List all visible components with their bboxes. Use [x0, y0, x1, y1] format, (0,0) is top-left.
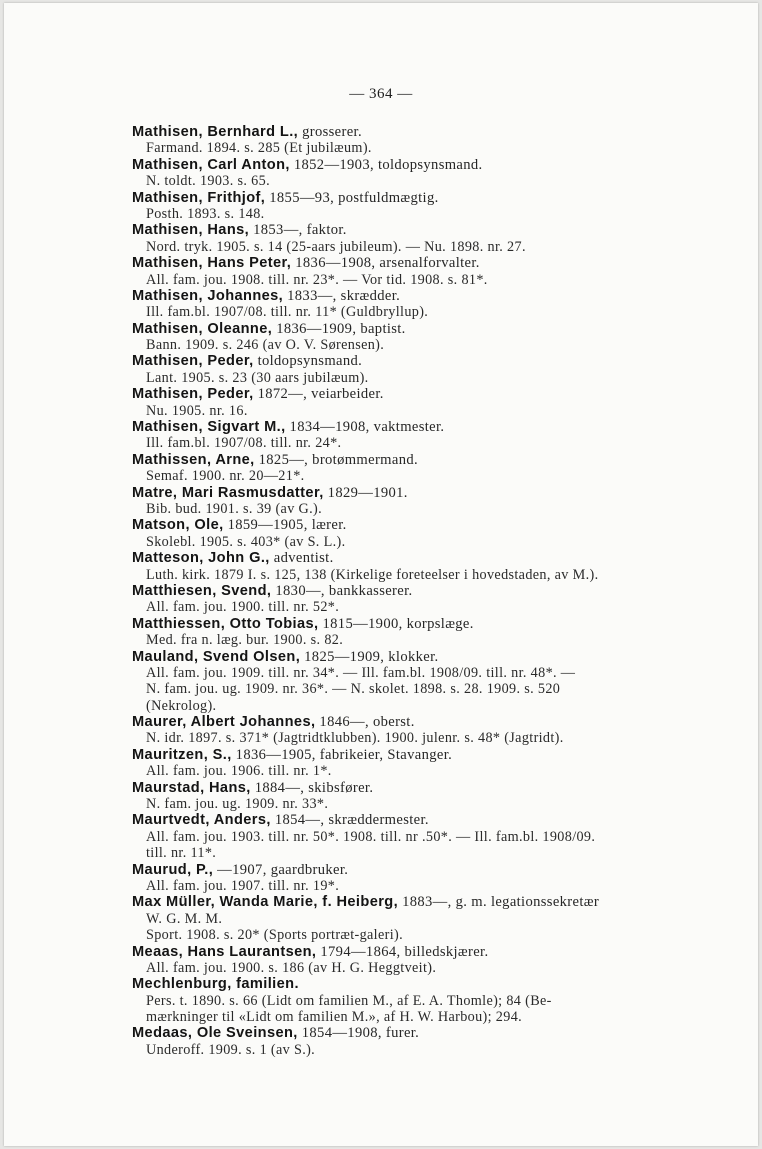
entry-description: toldopsynsmand. — [253, 353, 363, 370]
entry-reference: All. fam. jou. 1900. till. nr. 52*. — [146, 599, 340, 616]
entry — [132, 1025, 712, 1058]
entry-name: Mathisen, Sigvart M., — [132, 419, 286, 436]
entry-description: 1852—1903, toldopsynsmand. — [289, 156, 483, 173]
entry-list — [132, 124, 712, 1058]
entry-description: 1846—, oberst. — [315, 714, 415, 731]
entry — [132, 976, 712, 1025]
entry — [132, 780, 712, 813]
entry-description: 1825—1909, klokker. — [300, 648, 439, 665]
entry-description: 1836—1908, arsenalforvalter. — [291, 255, 480, 272]
entry — [132, 812, 712, 861]
entry — [132, 485, 712, 518]
entry — [132, 386, 712, 419]
entry-heading — [132, 944, 712, 960]
entry-name: Matre, Mari Rasmusdatter, — [132, 484, 324, 501]
entry-reference: (Nekrolog). — [146, 697, 217, 714]
entry — [132, 583, 712, 616]
entry-reference: Posth. 1893. s. 148. — [146, 205, 265, 222]
entry-name: Meaas, Hans Laurantsen, — [132, 943, 317, 960]
entry-description: 1854—1908, furer. — [297, 1025, 420, 1042]
entry-reference: Med. fra n. læg. bur. 1900. s. 82. — [146, 632, 344, 649]
entry-name: Mathisen, Hans Peter, — [132, 255, 292, 272]
entry-name: Mathisen, Johannes, — [132, 287, 284, 304]
entry-description: 1833—, skrædder. — [283, 287, 401, 304]
entry-description: 1834—1908, vaktmester. — [285, 419, 445, 436]
entry — [132, 944, 712, 977]
entry-name: Mauritzen, S., — [132, 746, 232, 763]
entry — [132, 190, 712, 223]
entry-heading — [132, 1025, 712, 1041]
entry-heading — [132, 649, 712, 665]
entry-heading — [132, 353, 712, 369]
entry — [132, 862, 712, 895]
entry-description: 1829—1901. — [323, 484, 408, 501]
entry-heading — [132, 780, 712, 796]
entry-description: 1884—, skibsfører. — [250, 779, 374, 796]
entry-description: 1872—, veiarbeider. — [253, 386, 384, 403]
entry-heading — [132, 976, 712, 992]
entry-reference: W. G. M. M. — [146, 910, 223, 927]
entry — [132, 452, 712, 485]
entry-description: 1830—, bankkasserer. — [271, 582, 413, 599]
entry-reference: Semaf. 1900. nr. 20—21*. — [146, 468, 305, 485]
entry — [132, 288, 712, 321]
entry-name: Maurstad, Hans, — [132, 779, 251, 796]
entry-name: Mathisen, Carl Anton, — [132, 156, 290, 173]
entry-heading — [132, 583, 712, 599]
entry-heading — [132, 255, 712, 271]
entry-reference: Underoff. 1909. s. 1 (av S.). — [146, 1041, 316, 1058]
entry-reference: Bann. 1909. s. 246 (av O. V. Sørensen). — [146, 337, 385, 354]
entry-name: Mathisen, Hans, — [132, 222, 250, 239]
entry — [132, 157, 712, 190]
entry-reference: N. fam. jou. ug. 1909. nr. 33*. — [146, 796, 329, 813]
entry-name: Maurud, P., — [132, 861, 214, 878]
entry-name: Mathisen, Peder, — [132, 353, 254, 370]
entry-reference: All. fam. jou. 1903. till. nr. 50*. 1908. till. nr .50*. — Ill. fam.bl. 1908/09. — [146, 828, 596, 845]
entry-heading — [132, 550, 712, 566]
entry-reference: N. fam. jou. ug. 1909. nr. 36*. — N. skolet. 1898. s. 28. 1909. s. 520 — [146, 681, 561, 698]
entry-reference: All. fam. jou. 1907. till. nr. 19*. — [146, 877, 340, 894]
entry-name: Matthiessen, Otto Tobias, — [132, 615, 319, 632]
entry-heading — [132, 288, 712, 304]
entry-description: 1836—1905, fabrikeier, Stavanger. — [231, 746, 453, 763]
entry-heading — [132, 616, 712, 632]
entry-reference: Sport. 1908. s. 20* (Sports portræt-galeri). — [146, 927, 403, 944]
entry-heading — [132, 321, 712, 337]
entry-description: adventist. — [269, 550, 334, 567]
entry-reference: All. fam. jou. 1909. till. nr. 34*. — Ill. fam.bl. 1908/09. till. nr. 48*. — — [146, 664, 576, 681]
entry-reference: Bib. bud. 1901. s. 39 (av G.). — [146, 500, 323, 517]
entry-heading — [132, 386, 712, 402]
entry-description: 1794—1864, billedskjærer. — [316, 943, 489, 960]
entry-heading — [132, 222, 712, 238]
entry-description: 1853—, faktor. — [249, 222, 347, 239]
entry-reference: All. fam. jou. 1900. s. 186 (av H. G. Heggtveit). — [146, 959, 437, 976]
entry-description: 1883—, g. m. legationssekretær — [398, 894, 600, 911]
entry — [132, 255, 712, 288]
entry-heading — [132, 747, 712, 763]
entry-reference: Ill. fam.bl. 1907/08. till. nr. 24*. — [146, 435, 342, 452]
entry-name: Medaas, Ole Sveinsen, — [132, 1025, 298, 1042]
page-number: — 364 — — [349, 86, 413, 102]
entry-description: 1855—93, postfuldmægtig. — [265, 189, 439, 206]
entry-heading — [132, 419, 712, 435]
entry-reference: Ill. fam.bl. 1907/08. till. nr. 11* (Guldbryllup). — [146, 304, 429, 321]
entry-name: Maurer, Albert Johannes, — [132, 714, 316, 731]
entry-reference: till. nr. 11*. — [146, 845, 217, 862]
page — [4, 3, 758, 1146]
entry-name: Mathisen, Peder, — [132, 386, 254, 403]
entry-heading — [132, 485, 712, 501]
entry-reference: Farmand. 1894. s. 285 (Et jubilæum). — [146, 140, 372, 157]
entry-description: 1859—1905, lærer. — [223, 517, 347, 534]
entry-heading — [132, 124, 712, 140]
entry-name: Mathisen, Frithjof, — [132, 189, 266, 206]
entry-reference: Luth. kirk. 1879 I. s. 125, 138 (Kirkelige foreteelser i hovedstaden, av M.). — [146, 566, 599, 583]
entry-reference: Lant. 1905. s. 23 (30 aars jubilæum). — [146, 369, 369, 386]
entry — [132, 321, 712, 354]
entry-heading — [132, 517, 712, 533]
entry-name: Mathisen, Bernhard L., — [132, 124, 299, 140]
entry — [132, 616, 712, 649]
entry-heading — [132, 862, 712, 878]
entry-reference: mærkninger til «Lidt om familien M.», af H. W. Harbou); 294. — [146, 1009, 523, 1026]
entry — [132, 222, 712, 255]
entry-description: 1836—1909, baptist. — [272, 320, 406, 337]
entry-reference: N. idr. 1897. s. 371* (Jagtridtklubben). 1900. julenr. s. 48* (Jagtridt). — [146, 730, 564, 747]
entry-heading — [132, 157, 712, 173]
entry-name: Mathisen, Oleanne, — [132, 320, 273, 337]
entry-name: Matthiesen, Svend, — [132, 582, 272, 599]
entry-heading — [132, 812, 712, 828]
entry-reference: Pers. t. 1890. s. 66 (Lidt om familien M., af E. A. Thomle); 84 (Be- — [146, 992, 552, 1009]
entry-name: Mechlenburg, familien. — [132, 976, 299, 993]
entry-description: 1854—, skræddermester. — [270, 812, 429, 829]
entry — [132, 649, 712, 715]
entry — [132, 747, 712, 780]
entry-description: 1815—1900, korpslæge. — [318, 615, 474, 632]
entry-name: Mathissen, Arne, — [132, 451, 255, 468]
entry-description: 1825—, brotømmermand. — [254, 451, 418, 468]
entry-reference: All. fam. jou. 1906. till. nr. 1*. — [146, 763, 332, 780]
entry-heading — [132, 452, 712, 468]
entry — [132, 517, 712, 550]
entry-reference: N. toldt. 1903. s. 65. — [146, 173, 270, 190]
entry-heading — [132, 190, 712, 206]
entry-name: Maurtvedt, Anders, — [132, 812, 271, 829]
entry-name: Matson, Ole, — [132, 517, 224, 534]
entry — [132, 550, 712, 583]
entry-description: —1907, gaardbruker. — [213, 861, 349, 878]
entry-name: Max Müller, Wanda Marie, f. Heiberg, — [132, 894, 399, 911]
entry — [132, 714, 712, 747]
entry-reference: Nu. 1905. nr. 16. — [146, 402, 248, 419]
entry-heading — [132, 714, 712, 730]
entry-heading — [132, 894, 712, 910]
entry — [132, 419, 712, 452]
entry — [132, 124, 712, 157]
entry-name: Mauland, Svend Olsen, — [132, 648, 301, 665]
entry-reference: Skolebl. 1905. s. 403* (av S. L.). — [146, 533, 346, 550]
entry-name: Matteson, John G., — [132, 550, 270, 567]
entry-description: grosserer. — [298, 124, 362, 140]
entry — [132, 894, 712, 943]
entry-reference: All. fam. jou. 1908. till. nr. 23*. — Vor tid. 1908. s. 81*. — [146, 271, 488, 288]
entry — [132, 353, 712, 386]
entry-reference: Nord. tryk. 1905. s. 14 (25-aars jubileum). — Nu. 1898. nr. 27. — [146, 238, 526, 255]
